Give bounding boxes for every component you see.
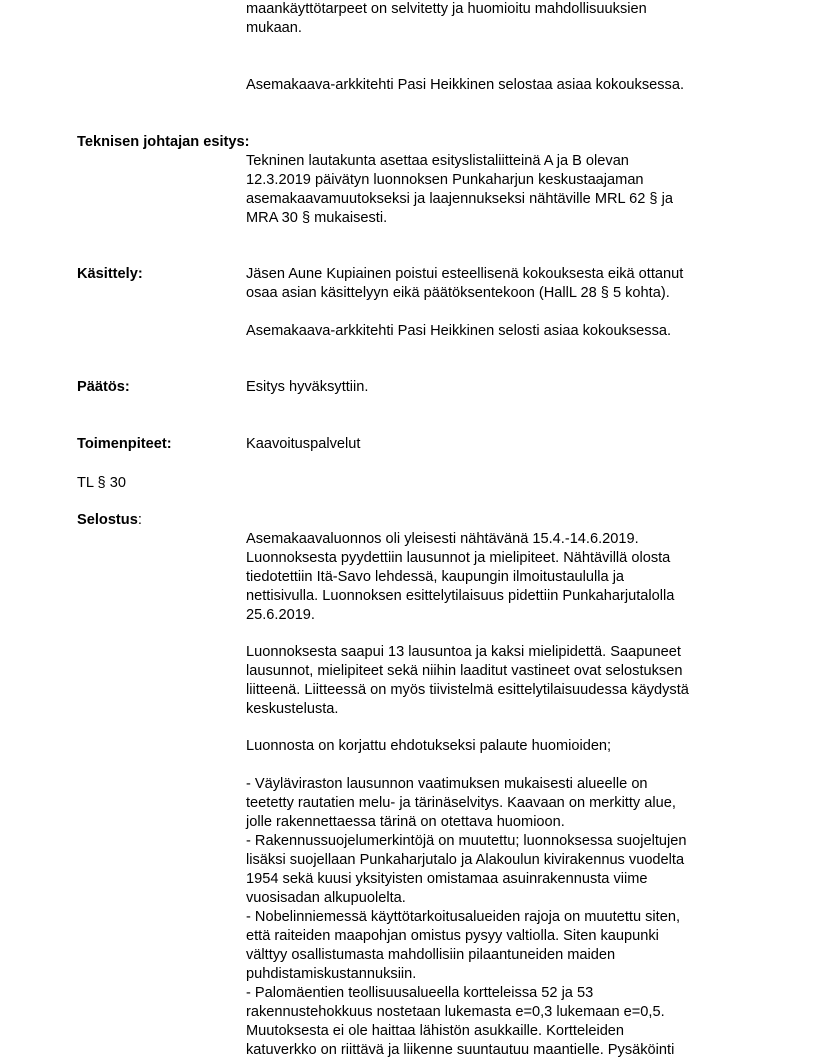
text-line: 12.3.2019 päivätyn luonnoksen Punkaharjun keskustaajaman xyxy=(246,172,644,188)
list-line: jolle rakennettaessa tärinä on otettava huomioon. xyxy=(246,814,565,830)
explanation-label xyxy=(77,511,142,530)
list-line: 1954 sekä kuusi yksityisten omistamaa asuinrakennusta viime xyxy=(246,871,648,887)
list-line: lisäksi suojellaan Punkaharjutalo ja Alakoulun kivirakennus vuodelta xyxy=(246,852,685,868)
decision-label: Päätös: xyxy=(77,379,130,395)
explanation-paragraph-2 xyxy=(246,643,746,719)
list-line: puhdistamiskustannuksiin. xyxy=(246,966,417,982)
list-line: välttyy osallistumasta mahdollisiin pilaantuneiden maiden xyxy=(246,947,616,963)
handling-label: Käsittely: xyxy=(77,266,143,282)
actions-label: Toimenpiteet: xyxy=(77,436,172,452)
text-line: keskustelusta. xyxy=(246,701,339,717)
proposal-heading: Teknisen johtajan esitys: xyxy=(77,134,250,150)
text-line: tiedotettiin Itä-Savo lehdessä, kaupungin ilmoitustaululla ja xyxy=(246,569,625,585)
changes-list xyxy=(246,775,746,1060)
text-line: Asemakaava-arkkitehti Pasi Heikkinen selostaa asiaa kokouksessa. xyxy=(246,77,685,93)
explanation-paragraph-3 xyxy=(246,737,746,756)
presenter-note xyxy=(246,76,746,95)
list-line: rakennustehokkuus nostetaan lukemasta e=0,3 lukemaan e=0,5. xyxy=(246,1004,665,1020)
list-line: - Palomäentien teollisuusalueella kortteleissa 52 ja 53 xyxy=(246,985,594,1001)
handling-paragraph-2 xyxy=(246,322,746,341)
continuation-paragraph xyxy=(246,0,746,38)
text-line: nettisivulla. Luonnoksen esittelytilaisuus pidettiin Punkaharjutalolla xyxy=(246,588,675,604)
decision-text xyxy=(246,378,746,397)
list-line: Muutoksesta ei ole haittaa lähistön asukkaille. Kortteleiden xyxy=(246,1023,625,1039)
explanation-label-text: Selostus xyxy=(77,512,138,528)
text-line: Luonnoksesta saapui 13 lausuntoa ja kaksi mielipidettä. Saapuneet xyxy=(246,644,681,660)
text-line: mukaan. xyxy=(246,20,302,36)
list-line: katuverkko on riittävä ja liikenne suuntautuu maantielle. Pysäköinti xyxy=(246,1042,675,1058)
list-line: että raiteiden maapohjan omistus pysyy valtiolla. Siten kaupunki xyxy=(246,928,659,944)
text-line: maankäyttötarpeet on selvitetty ja huomioitu mahdollisuuksien xyxy=(246,1,647,17)
list-line: - Väyläviraston lausunnon vaatimuksen mukaisesti alueelle on xyxy=(246,776,648,792)
text-line: Asemakaava-arkkitehti Pasi Heikkinen selosti asiaa kokouksessa. xyxy=(246,323,672,339)
list-line: vuosisadan alkupuolelta. xyxy=(246,890,406,906)
text-line: lausunnot, mielipiteet sekä niihin laaditut vastineet ovat selostuksen xyxy=(246,663,683,679)
text-line: Luonnosta on korjattu ehdotukseksi palaute huomioiden; xyxy=(246,738,612,754)
text-line: MRA 30 § mukaisesti. xyxy=(246,210,388,226)
explanation-paragraph-1 xyxy=(246,530,746,625)
actions-text xyxy=(246,435,746,454)
list-line: - Nobelinniemessä käyttötarkoitusalueiden rajoja on muutettu siten, xyxy=(246,909,681,925)
text-line: liitteenä. Liitteessä on myös tiivistelmä esittelytilaisuudessa käydystä xyxy=(246,682,689,698)
list-line: - Rakennussuojelumerkintöjä on muutettu; luonnoksessa suojeltujen xyxy=(246,833,687,849)
explanation-label-colon: : xyxy=(137,512,142,528)
text-line: Luonnoksesta pyydettiin lausunnot ja mielipiteet. Nähtävillä olosta xyxy=(246,550,671,566)
section-reference: TL § 30 xyxy=(77,475,126,491)
text-line: osaa asian käsittelyyn eikä päätöksentekoon (HallL 28 § 5 kohta). xyxy=(246,285,670,301)
text-line: Kaavoituspalvelut xyxy=(246,436,361,452)
text-line: Asemakaavaluonnos oli yleisesti nähtävänä 15.4.-14.6.2019. xyxy=(246,531,639,547)
handling-paragraph-1 xyxy=(246,265,746,303)
text-line: Jäsen Aune Kupiainen poistui esteellisenä kokouksesta eikä ottanut xyxy=(246,266,684,282)
list-line: teetetty rautatien melu- ja tärinäselvitys. Kaavaan on merkitty alue, xyxy=(246,795,676,811)
text-line: asemakaavamuutokseksi ja laajennukseksi nähtäville MRL 62 § ja xyxy=(246,191,673,207)
text-line: Esitys hyväksyttiin. xyxy=(246,379,369,395)
text-line: 25.6.2019. xyxy=(246,607,315,623)
proposal-text xyxy=(246,152,746,228)
text-line: Tekninen lautakunta asettaa esityslistaliitteinä A ja B olevan xyxy=(246,153,629,169)
